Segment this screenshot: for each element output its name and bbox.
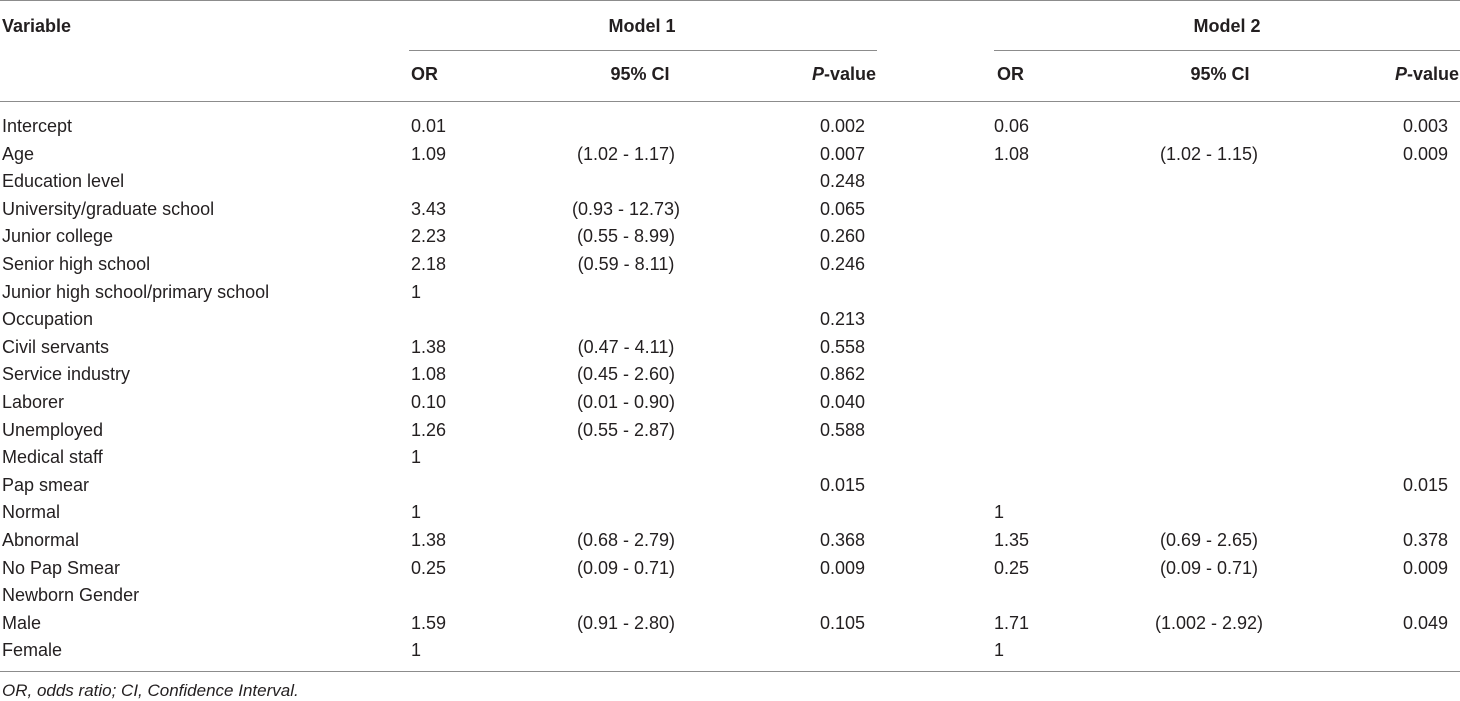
cell-ci-model1: (0.91 - 2.80) bbox=[576, 612, 676, 633]
cell-or-model1: 1 bbox=[411, 281, 422, 302]
cell-ci-model1: (0.01 - 0.90) bbox=[576, 392, 676, 412]
cell-or-model2: 1.08 bbox=[994, 143, 1030, 164]
cell-or-model1: 1 bbox=[411, 640, 422, 661]
row-label: Male bbox=[2, 612, 42, 633]
row-label: No Pap Smear bbox=[2, 557, 121, 578]
p-italic: P bbox=[1394, 64, 1407, 84]
row-label: Senior high school bbox=[2, 254, 151, 274]
header-ci-model1: 95% CI bbox=[610, 64, 670, 84]
cell-ci-model1: (0.93 - 12.73) bbox=[571, 198, 681, 219]
row-label: Abnormal bbox=[2, 530, 80, 550]
cell-pvalue-model1: 0.009 bbox=[819, 557, 865, 578]
cell-pvalue-model1: 0.040 bbox=[819, 392, 865, 412]
cell-or-model1: 1.38 bbox=[411, 530, 447, 550]
top-rule bbox=[0, 0, 1460, 1]
cell-pvalue-model1: 0.015 bbox=[819, 474, 865, 495]
cell-or-model1: 0.10 bbox=[411, 392, 447, 412]
header-variable: Variable bbox=[2, 16, 72, 36]
cell-pvalue-model1: 0.246 bbox=[819, 254, 865, 274]
cell-ci-model2: (1.002 - 2.92) bbox=[1154, 612, 1264, 633]
cell-ci-model2: (0.69 - 2.65) bbox=[1159, 530, 1259, 550]
cell-pvalue-model1: 0.105 bbox=[819, 612, 865, 633]
row-label: Occupation bbox=[2, 309, 94, 330]
row-label: Intercept bbox=[2, 116, 73, 136]
cell-pvalue-model2: 0.378 bbox=[1402, 530, 1448, 550]
header-model1: Model 1 bbox=[608, 16, 676, 36]
cell-or-model1: 1.38 bbox=[411, 336, 447, 357]
row-label: Normal bbox=[2, 502, 61, 523]
cell-ci-model2: (1.02 - 1.15) bbox=[1159, 143, 1259, 164]
cell-or-model2: 0.06 bbox=[994, 116, 1030, 136]
row-label: Education level bbox=[2, 171, 125, 192]
cell-pvalue-model2: 0.015 bbox=[1402, 474, 1448, 495]
cell-or-model1: 1.59 bbox=[411, 612, 447, 633]
cell-or-model1: 3.43 bbox=[411, 198, 447, 219]
row-label: Pap smear bbox=[2, 474, 90, 495]
model2-underline bbox=[994, 50, 1460, 51]
row-label: Laborer bbox=[2, 392, 65, 412]
cell-or-model1: 1 bbox=[411, 447, 422, 468]
row-label: Newborn Gender bbox=[2, 585, 140, 606]
header-model2: Model 2 bbox=[1193, 16, 1261, 36]
cell-pvalue-model1: 0.213 bbox=[819, 309, 865, 330]
cell-or-model2: 1 bbox=[994, 640, 1005, 661]
cell-pvalue-model2: 0.009 bbox=[1402, 143, 1448, 164]
cell-or-model1: 2.18 bbox=[411, 254, 447, 274]
cell-pvalue-model1: 0.260 bbox=[819, 226, 865, 247]
row-label: Junior college bbox=[2, 226, 114, 247]
cell-or-model1: 1 bbox=[411, 502, 422, 523]
row-label: Female bbox=[2, 640, 63, 661]
cell-pvalue-model1: 0.002 bbox=[819, 116, 865, 136]
p-italic: P bbox=[811, 64, 824, 84]
cell-or-model1: 1.08 bbox=[411, 364, 447, 385]
cell-pvalue-model1: 0.558 bbox=[819, 336, 865, 357]
cell-or-model2: 1.35 bbox=[994, 530, 1030, 550]
cell-pvalue-model1: 0.368 bbox=[819, 530, 865, 550]
cell-pvalue-model1: 0.862 bbox=[819, 364, 865, 385]
cell-or-model2: 1 bbox=[994, 502, 1005, 523]
cell-ci-model1: (0.55 - 2.87) bbox=[576, 419, 676, 440]
table-bottom-rule bbox=[0, 671, 1460, 672]
cell-or-model1: 1.26 bbox=[411, 419, 447, 440]
row-label: Junior high school/primary school bbox=[2, 281, 270, 302]
table-footnote: OR, odds ratio; CI, Confidence Interval. bbox=[2, 681, 299, 700]
row-label: Age bbox=[2, 143, 35, 164]
cell-pvalue-model1: 0.248 bbox=[819, 171, 865, 192]
row-label: Unemployed bbox=[2, 419, 104, 440]
cell-ci-model1: (0.45 - 2.60) bbox=[576, 364, 676, 385]
row-label: University/graduate school bbox=[2, 198, 215, 219]
p-suffix: -value bbox=[1406, 64, 1459, 84]
cell-or-model1: 1.09 bbox=[411, 143, 447, 164]
cell-ci-model1: (0.09 - 0.71) bbox=[576, 557, 676, 578]
cell-ci-model1: (0.47 - 4.11) bbox=[577, 336, 675, 357]
cell-or-model2: 0.25 bbox=[994, 557, 1030, 578]
cell-or-model2: 1.71 bbox=[994, 612, 1030, 633]
cell-or-model1: 0.01 bbox=[411, 116, 447, 136]
header-ci-model2: 95% CI bbox=[1190, 64, 1250, 84]
cell-pvalue-model2: 0.009 bbox=[1402, 557, 1448, 578]
cell-pvalue-model1: 0.588 bbox=[819, 419, 865, 440]
cell-ci-model1: (1.02 - 1.17) bbox=[576, 143, 676, 164]
header-pvalue-model2 bbox=[1395, 64, 1459, 84]
cell-pvalue-model1: 0.065 bbox=[819, 198, 865, 219]
cell-ci-model1: (0.59 - 8.11) bbox=[577, 254, 675, 274]
header-or-model2: OR bbox=[997, 64, 1024, 84]
header-or-model1: OR bbox=[411, 64, 438, 84]
header-bottom-rule bbox=[0, 101, 1460, 102]
row-label: Service industry bbox=[2, 364, 131, 385]
cell-ci-model2: (0.09 - 0.71) bbox=[1159, 557, 1259, 578]
cell-pvalue-model2: 0.049 bbox=[1402, 612, 1448, 633]
cell-ci-model1: (0.55 - 8.99) bbox=[576, 226, 676, 247]
cell-or-model1: 2.23 bbox=[411, 226, 447, 247]
p-suffix: -value bbox=[823, 64, 876, 84]
cell-pvalue-model2: 0.003 bbox=[1402, 116, 1448, 136]
model1-underline bbox=[409, 50, 877, 51]
header-pvalue-model1 bbox=[812, 64, 876, 84]
row-label: Medical staff bbox=[2, 447, 103, 468]
row-label: Civil servants bbox=[2, 336, 110, 357]
cell-or-model1: 0.25 bbox=[411, 557, 447, 578]
cell-ci-model1: (0.68 - 2.79) bbox=[576, 530, 676, 550]
cell-pvalue-model1: 0.007 bbox=[819, 143, 865, 164]
